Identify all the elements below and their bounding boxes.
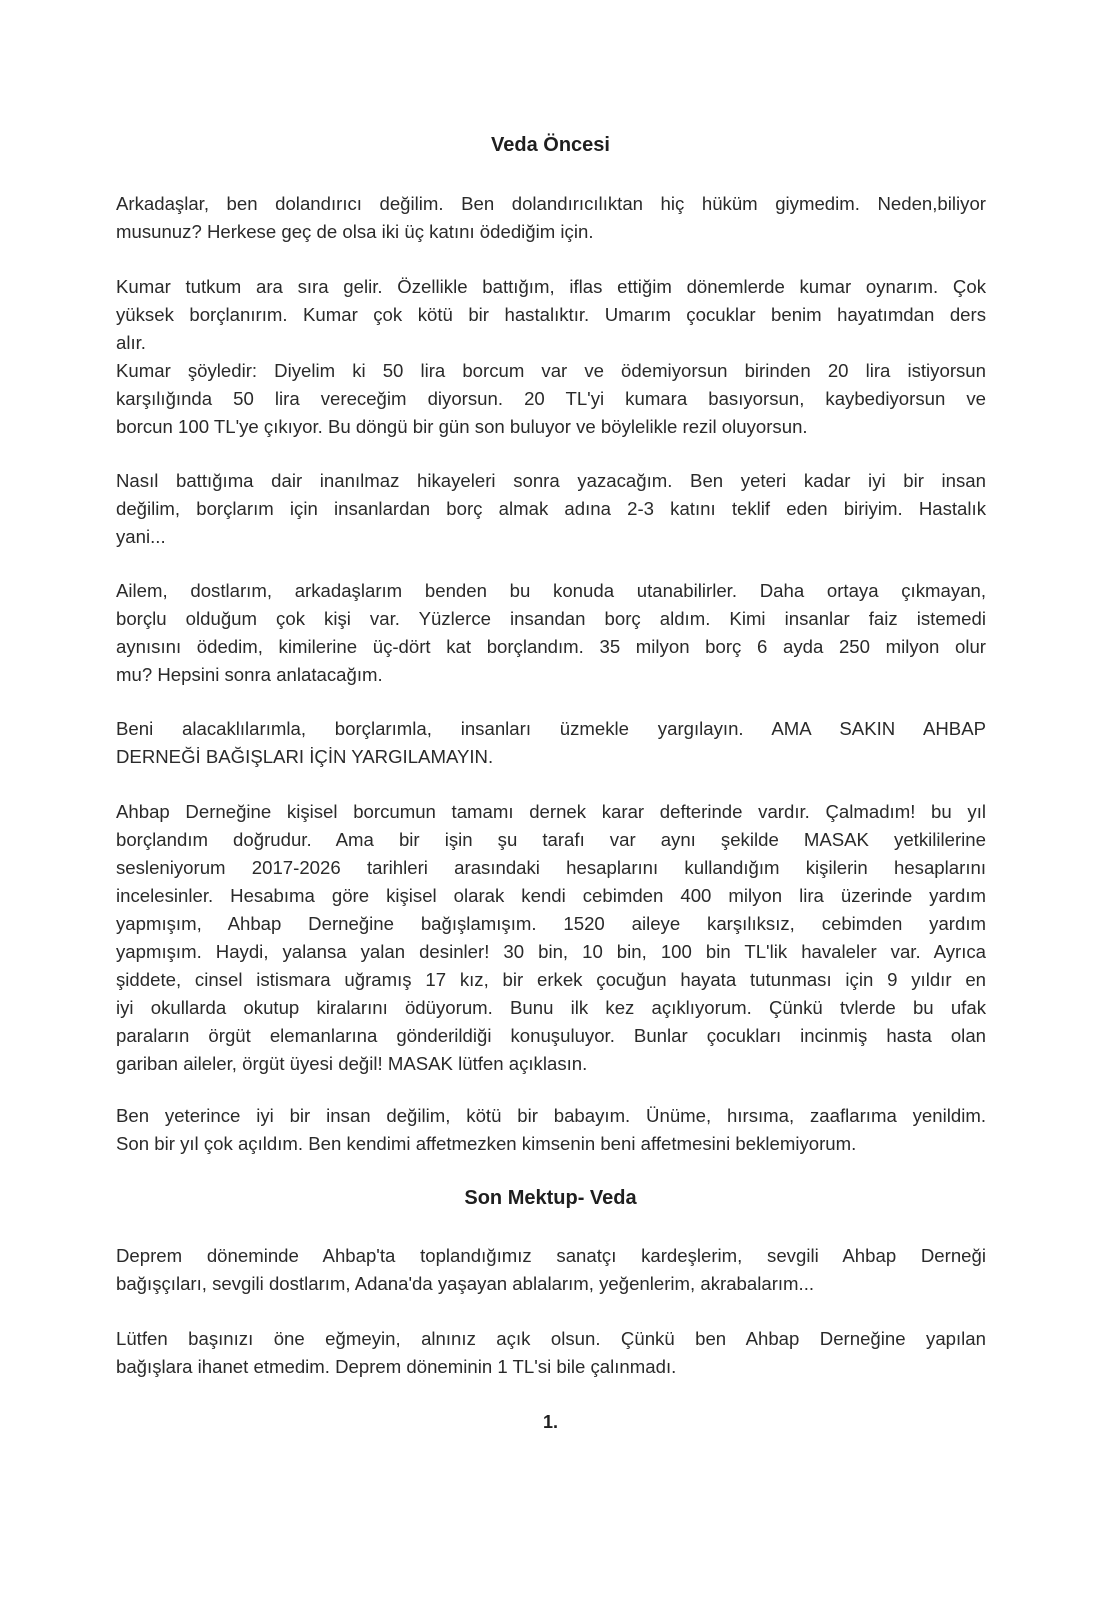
paragraph-line: Deprem döneminde Ahbap'ta toplandığımız sanatçı kardeşlerim, sevgili Ahbap Derneği <box>116 1245 986 1266</box>
paragraph-3 <box>116 467 986 551</box>
paragraph-line: alır. <box>116 332 146 353</box>
section-title-veda-oncesi: Veda Öncesi <box>491 134 610 156</box>
paragraph-2 <box>116 273 986 441</box>
paragraph-9 <box>116 1325 986 1381</box>
paragraph-line: mu? Hepsini sonra anlatacağım. <box>116 664 383 685</box>
paragraph-line: borcun 100 TL'ye çıkıyor. Bu döngü bir gün son buluyor ve böylelikle rezil oluyorsun. <box>116 416 808 437</box>
paragraph-line: borçlu olduğum çok kişi var. Yüzlerce insandan borç aldım. Kimi insanlar faiz istemedi <box>116 608 986 629</box>
paragraph-line: paraların örgüt elemanlarına gönderildiği konuşuluyor. Bunlar çocukları incinmiş hasta olan <box>116 1025 986 1046</box>
page-number: 1. <box>542 1412 558 1432</box>
paragraph-line: Beni alacaklılarımla, borçlarımla, insanları üzmekle yargılayın. AMA SAKIN AHBAP <box>116 718 986 739</box>
paragraph-line: aynısını ödedim, kimilerine üç-dört kat borçlandım. 35 milyon borç 6 ayda 250 milyon olur <box>116 636 986 657</box>
paragraph-1 <box>116 190 986 246</box>
paragraph-line: Ahbap Derneğine kişisel borcumun tamamı dernek karar defterinde vardır. Çalmadım! bu yıl <box>116 801 986 822</box>
paragraph-line: sesleniyorum 2017-2026 tarihleri arasındaki hesaplarını kullandığım kişilerin hesaplarını <box>116 857 986 878</box>
paragraph-line: DERNEĞİ BAĞIŞLARI İÇİN YARGILAMAYIN. <box>116 746 494 767</box>
paragraph-line: yani... <box>116 526 166 547</box>
paragraph-8 <box>116 1242 986 1298</box>
paragraph-line: borçlandım doğrudur. Ama bir işin şu tarafı var aynı şekilde MASAK yetkililerine <box>116 829 986 850</box>
section-title-son-mektup: Son Mektup- Veda <box>464 1187 637 1209</box>
paragraph-line: yapmışım. Haydi, yalansa yalan desinler! 30 bin, 10 bin, 100 bin TL'lik havaleler var. Ayrıca <box>116 941 986 962</box>
paragraph-line: musunuz? Herkese geç de olsa iki üç katını ödediğim için. <box>116 221 594 242</box>
paragraph-line: şiddete, cinsel istismara uğramış 17 kız, bir erkek çocuğun hayata tutunması için 9 yıldır en <box>116 969 986 990</box>
paragraph-7 <box>116 1102 986 1158</box>
paragraph-line: Nasıl battığıma dair inanılmaz hikayeleri sonra yazacağım. Ben yeteri kadar iyi bir insan <box>116 470 986 491</box>
paragraph-line: Kumar şöyledir: Diyelim ki 50 lira borcum var ve ödemiyorsun birinden 20 lira istiyorsun <box>116 360 986 381</box>
paragraph-line: Son bir yıl çok açıldım. Ben kendimi affetmezken kimsenin beni affetmesini beklemiyorum. <box>116 1133 857 1154</box>
paragraph-line: değilim, borçlarım için insanlardan borç almak adına 2-3 katını teklif eden biriyim. Hastalık <box>116 498 986 519</box>
paragraph-line: yüksek borçlanırım. Kumar çok kötü bir hastalıktır. Umarım çocuklar benim hayatımdan ders <box>116 304 986 325</box>
paragraph-line: Ailem, dostlarım, arkadaşlarım benden bu konuda utanabilirler. Daha ortaya çıkmayan, <box>116 580 986 601</box>
paragraph-line: bağışlara ihanet etmedim. Deprem döneminin 1 TL'si bile çalınmadı. <box>116 1356 677 1377</box>
paragraph-line: incelesinler. Hesabıma göre kişisel olarak kendi cebimden 400 milyon lira üzerinde yardım <box>116 885 986 906</box>
paragraph-line: yapmışım, Ahbap Derneğine bağışlamışım. 1520 aileye karşılıksız, cebimden yardım <box>116 913 986 934</box>
paragraph-line: gariban aileler, örgüt üyesi değil! MASAK lütfen açıklasın. <box>116 1053 588 1074</box>
paragraph-line: iyi okullarda okutup kiralarını ödüyorum. Bunu ilk kez açıklıyorum. Çünkü tvlerde bu ufak <box>116 997 986 1018</box>
paragraph-4 <box>116 577 986 689</box>
paragraph-line: karşılığında 50 lira vereceğim diyorsun. 20 TL'yi kumara basıyorsun, kaybediyorsun ve <box>116 388 986 409</box>
paragraph-line: Lütfen başınızı öne eğmeyin, alnınız açık olsun. Çünkü ben Ahbap Derneğine yapılan <box>116 1328 986 1349</box>
paragraph-line: Ben yeterince iyi bir insan değilim, kötü bir babayım. Ünüme, hırsıma, zaaflarıma yenildim. <box>116 1105 986 1126</box>
paragraph-line: Kumar tutkum ara sıra gelir. Özellikle battığım, iflas ettiğim dönemlerde kumar oynarım. Çok <box>116 276 986 297</box>
paragraph-5 <box>116 715 986 771</box>
paragraph-6 <box>116 798 986 1078</box>
paragraph-line: Arkadaşlar, ben dolandırıcı değilim. Ben dolandırıcılıktan hiç hüküm giymedim. Neden,biliyor <box>116 193 986 214</box>
paragraph-line: bağışçıları, sevgili dostlarım, Adana'da yaşayan ablalarım, yeğenlerim, akrabalarım... <box>116 1273 815 1294</box>
